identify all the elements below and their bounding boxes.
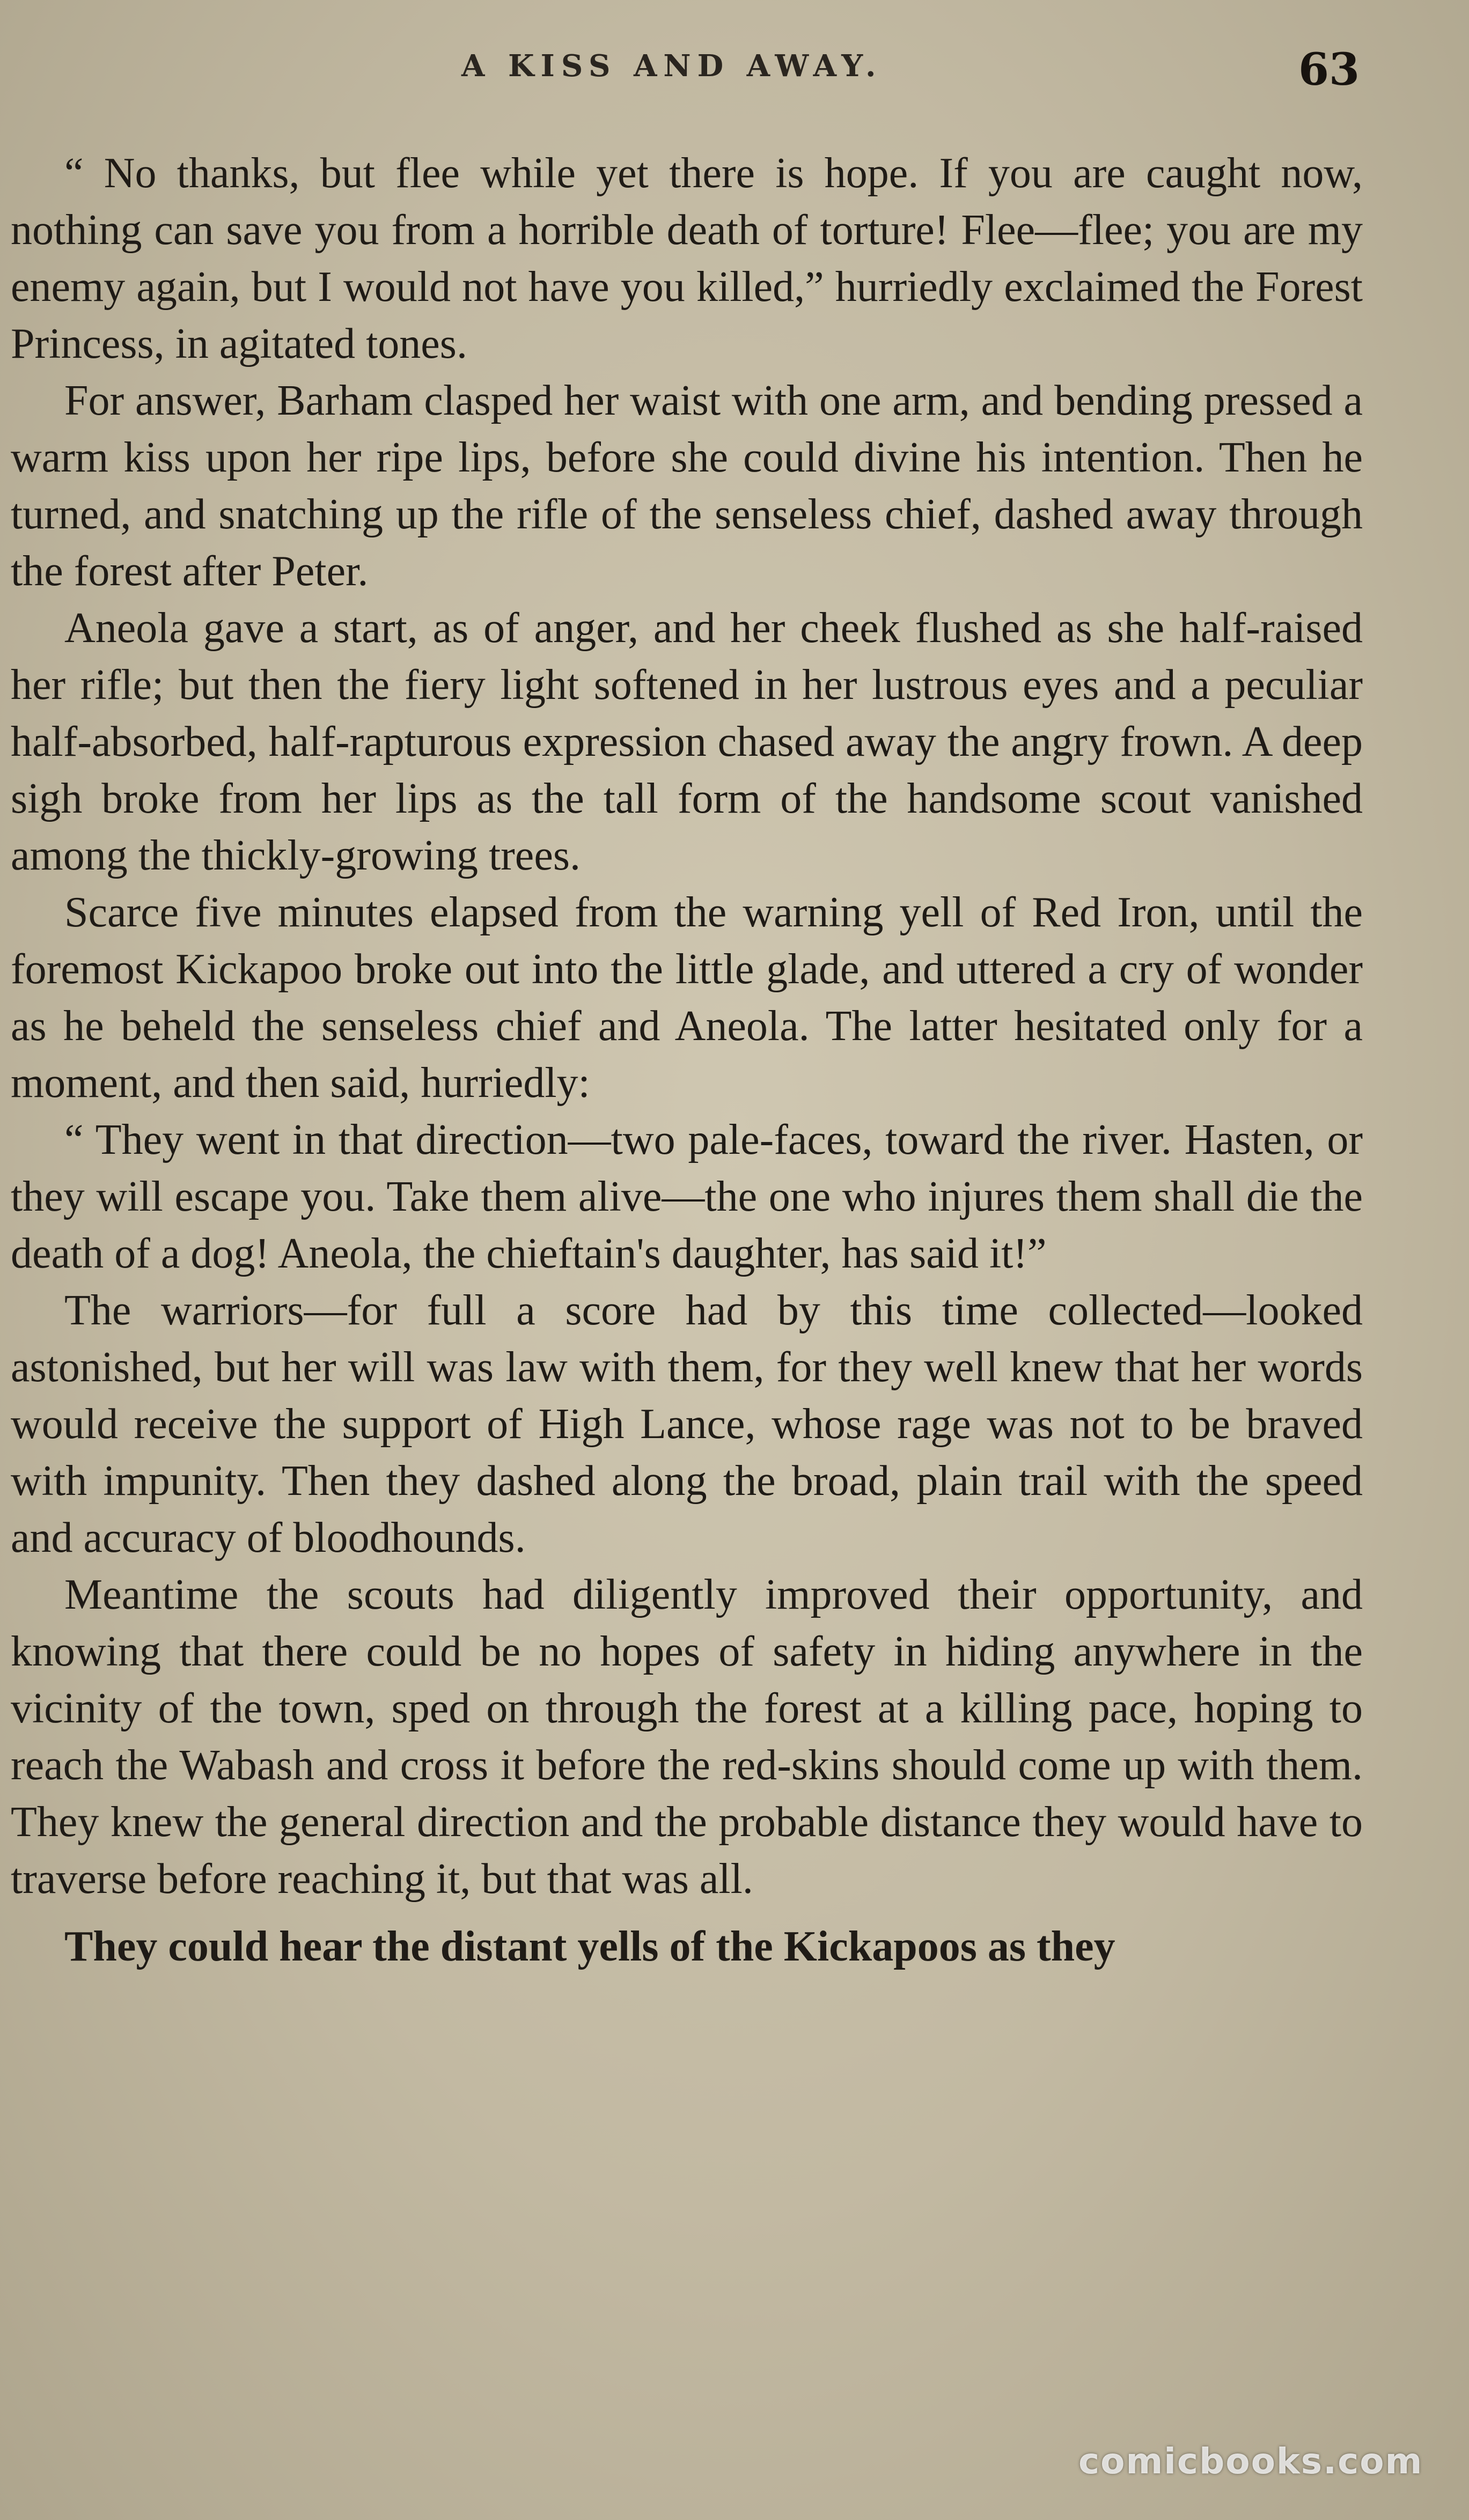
paragraph: Meantime the scouts had diligently improved their opportunity, and knowing that there could be no hopes of safety in hiding anywhere in the vicinity of the town, sped on through the forest at a killing pace, hoping to reach the Wabash and cross it before the red-skins should come up with them. They knew the general direction and the probable distance they would have to traverse before reaching it, but that was all. bbox=[11, 1571, 1363, 1903]
paragraph: Scarce five minutes elapsed from the warning yell of Red Iron, until the foremost Kickapoo broke out into the little glade, and uttered a cry of wonder as he beheld the senseless chief and Aneola. The latter hesitated only for a moment, and then said, hurriedly: bbox=[11, 889, 1363, 1107]
paragraph: Aneola gave a start, as of anger, and her cheek flushed as she half-raised her rifle; but then the fiery light softened in her lustrous eyes and a peculiar half-absorbed, half-rapturous expression chased away the angry frown. A deep sigh broke from her lips as the tall form of the handsome scout vanished among the thickly-growing trees. bbox=[11, 605, 1363, 879]
page-number: 63 bbox=[1298, 44, 1360, 95]
paragraph-last-line: They could hear the distant yells of the Kickapoos as they bbox=[64, 1923, 1115, 1970]
paragraph: For answer, Barham clasped her waist with one arm, and bending pressed a warm kiss upon her ripe lips, before she could divine his intention. Then he turned, and snatching up the rifle of the senseless chief, dashed away through the forest after Peter. bbox=[11, 377, 1363, 595]
body-text bbox=[11, 145, 1363, 1975]
page-header bbox=[0, 44, 1469, 113]
paragraph: “ No thanks, but flee while yet there is hope. If you are caught now, nothing can save you from a horrible death of torture! Flee—flee; you are my enemy again, but I would not have you killed,” hurriedly exclaimed the Forest Princess, in agitated tones. bbox=[11, 150, 1363, 367]
paragraph: “ They went in that direction—two pale-faces, toward the river. Hasten, or they will escape you. Take them alive—the one who injures them shall die the death of a dog! Aneola, the chieftain's daughter, has said it!” bbox=[11, 1116, 1363, 1277]
running-head: A KISS AND AWAY. bbox=[461, 48, 883, 84]
paragraph: The warriors—for full a score had by this time collected—looked astonished, but her will was law with them, for they well knew that her words would receive the support of High Lance, whose rage was not to be braved with impunity. Then they dashed along the broad, plain trail with the speed and accuracy of bloodhounds. bbox=[11, 1287, 1363, 1561]
watermark: comicbooks.com bbox=[1078, 2441, 1423, 2482]
